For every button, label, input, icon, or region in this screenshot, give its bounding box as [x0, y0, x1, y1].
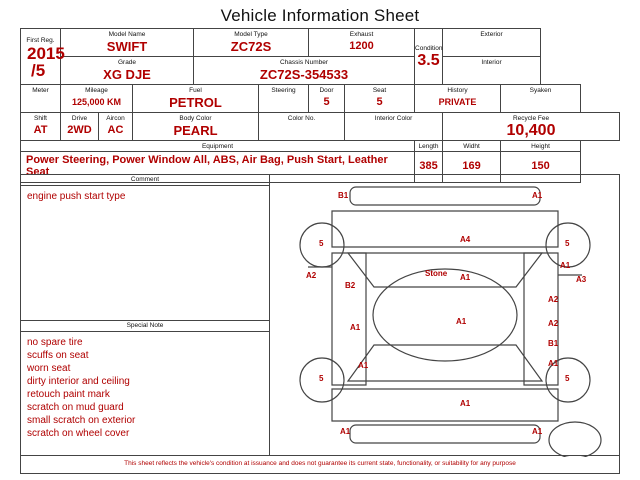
aircon-cell — [99, 113, 133, 141]
syaken-value — [501, 95, 580, 112]
exterior-value — [443, 39, 540, 56]
damage-mark: B1 — [548, 339, 559, 348]
damage-mark: 5 — [565, 374, 570, 383]
damage-mark: A1 — [460, 399, 471, 408]
first-reg-cell — [21, 29, 65, 85]
damage-mark: A1 — [340, 427, 351, 436]
damage-mark: A1 — [350, 323, 361, 332]
comment-header: Comment — [21, 175, 269, 186]
damage-mark: A2 — [548, 295, 559, 304]
shift-value: AT — [33, 124, 48, 136]
steering-label: Steering — [271, 87, 296, 94]
length-cell — [415, 141, 443, 152]
chassis-cell — [194, 57, 415, 85]
damage-mark: Stone — [425, 269, 448, 278]
width-value: 169 — [462, 159, 481, 172]
special-note-line: small scratch on exterior — [27, 415, 136, 426]
width-cell — [443, 141, 501, 152]
recycle-fee-label: Recycle Fee — [512, 115, 550, 122]
condition-value: 3.5 — [417, 52, 440, 69]
damage-mark: A1 — [548, 359, 559, 368]
damage-mark: A1 — [456, 317, 467, 326]
meter-label: Meter — [32, 87, 49, 94]
drive-label: Drive — [71, 115, 88, 122]
length-label: Length — [418, 143, 439, 150]
meter-cell — [21, 85, 61, 113]
exhaust-label: Exhaust — [349, 31, 374, 38]
chassis-label: Chassis Number — [279, 59, 329, 66]
special-note-header: Special Note — [21, 321, 269, 332]
footer-disclaimer: This sheet reflects the vehicle's condition at issuance and does not guarantee its current state, functionality, or suitability for any purpose — [20, 456, 620, 474]
shift-label: Shift — [33, 115, 47, 122]
first-reg-label: First Reg. — [26, 36, 55, 44]
page-title: Vehicle Information Sheet — [220, 6, 420, 25]
comment-text: engine push start type — [27, 191, 126, 202]
grade-value: XG DJE — [103, 67, 151, 82]
door-label: Door — [319, 87, 334, 94]
syaken-cell — [501, 85, 581, 113]
exterior-label: Exterior — [480, 31, 503, 38]
damage-mark: 5 — [319, 374, 324, 383]
recycle-fee-cell — [443, 113, 620, 141]
damage-mark: 5 — [565, 239, 570, 248]
damage-mark: 5 — [319, 239, 324, 248]
damage-mark: A4 — [460, 235, 471, 244]
seat-cell — [345, 85, 415, 113]
special-note-line: scratch on mud guard — [27, 402, 124, 413]
damage-mark: B2 — [345, 281, 356, 290]
color-no-cell — [259, 113, 345, 141]
exterior-cell — [443, 29, 541, 57]
history-value: PRIVATE — [438, 97, 477, 107]
mileage-cell — [61, 85, 133, 113]
model-type-label: Model Type — [234, 31, 268, 38]
meter-value — [21, 95, 60, 112]
aircon-label: Aircon — [106, 115, 125, 122]
special-note-line: scratch on wheel cover — [27, 428, 130, 439]
interior-color-cell — [345, 113, 443, 141]
aircon-value: AC — [107, 124, 124, 136]
interior-value — [443, 67, 540, 84]
grade-cell — [61, 57, 194, 85]
interior-label: Interior — [481, 59, 502, 66]
model-name-value: SWIFT — [106, 39, 148, 54]
height-label: Height — [531, 143, 550, 150]
damage-mark: A1 — [532, 191, 543, 200]
recycle-fee-value: 10,400 — [506, 122, 556, 139]
grade-label: Grade — [117, 59, 137, 66]
color-no-value — [259, 123, 344, 140]
seat-value: 5 — [376, 96, 383, 108]
door-cell — [309, 85, 345, 113]
interior-color-value — [345, 123, 442, 140]
height-value: 150 — [531, 159, 550, 172]
right-panel — [270, 174, 620, 456]
history-cell — [415, 85, 501, 113]
chassis-value: ZC72S-354533 — [259, 67, 349, 82]
steering-cell — [259, 85, 309, 113]
car-outline-svg — [270, 175, 620, 457]
mileage-label: Mileage — [85, 87, 108, 94]
drive-value: 2WD — [67, 124, 92, 136]
equipment-cell — [21, 141, 415, 152]
syaken-label: Syaken — [529, 87, 552, 94]
shift-cell — [21, 113, 61, 141]
damage-mark: B1 — [338, 191, 349, 200]
seat-label: Seat — [372, 87, 387, 94]
equipment-value: Power Steering, Power Window All, ABS, Air Bag, Push Start, Leather Seat — [26, 154, 388, 178]
model-type-value: ZC72S — [230, 39, 272, 54]
special-note-line: retouch paint mark — [27, 389, 110, 400]
drive-cell — [61, 113, 99, 141]
length-value: 385 — [419, 159, 438, 172]
damage-mark: A2 — [548, 319, 559, 328]
width-label: Widht — [463, 143, 480, 150]
first-reg-month: /5 — [31, 60, 46, 80]
interior-cell — [443, 57, 541, 85]
damage-mark: A2 — [306, 271, 317, 280]
fuel-value: PETROL — [169, 95, 222, 110]
fuel-cell — [133, 85, 259, 113]
body-color-value: PEARL — [173, 123, 218, 138]
body-color-cell — [133, 113, 259, 141]
damage-mark: A3 — [576, 275, 587, 284]
special-note-line: worn seat — [27, 363, 71, 374]
interior-color-label: Interior Color — [374, 115, 413, 122]
body-color-label: Body Color — [179, 115, 212, 122]
model-type-cell — [194, 29, 309, 57]
history-label: History — [447, 87, 468, 94]
exhaust-cell — [309, 29, 415, 57]
first-reg-value — [21, 43, 65, 80]
door-value: 5 — [323, 96, 330, 108]
special-note-box — [21, 321, 269, 456]
exhaust-value: 1200 — [349, 40, 374, 52]
special-note-line: no spare tire — [27, 337, 83, 348]
model-name-label: Model Name — [108, 31, 146, 38]
mileage-value: 125,000 KM — [71, 97, 122, 107]
special-note-line: scuffs on seat — [27, 350, 89, 361]
equipment-label: Equipment — [201, 143, 234, 150]
comment-box — [21, 175, 269, 321]
vehicle-spec-table — [20, 28, 620, 183]
vehicle-damage-diagram — [270, 175, 620, 457]
damage-mark: A1 — [560, 261, 571, 270]
special-note-line: dirty interior and ceiling — [27, 376, 130, 387]
model-name-cell — [61, 29, 194, 57]
condition-label: Condition — [415, 45, 443, 52]
steering-value — [259, 95, 308, 112]
lower-section — [20, 174, 620, 456]
left-panel — [20, 174, 270, 456]
damage-mark: A1 — [532, 427, 543, 436]
first-reg-year: 2015 — [27, 43, 65, 63]
damage-mark: A1 — [460, 273, 471, 282]
damage-mark: A1 — [358, 361, 369, 370]
color-no-label: Color No. — [287, 115, 316, 122]
special-note-list — [21, 332, 269, 444]
condition-cell — [415, 29, 443, 85]
fuel-label: Fuel — [189, 87, 202, 94]
height-cell — [501, 141, 581, 152]
